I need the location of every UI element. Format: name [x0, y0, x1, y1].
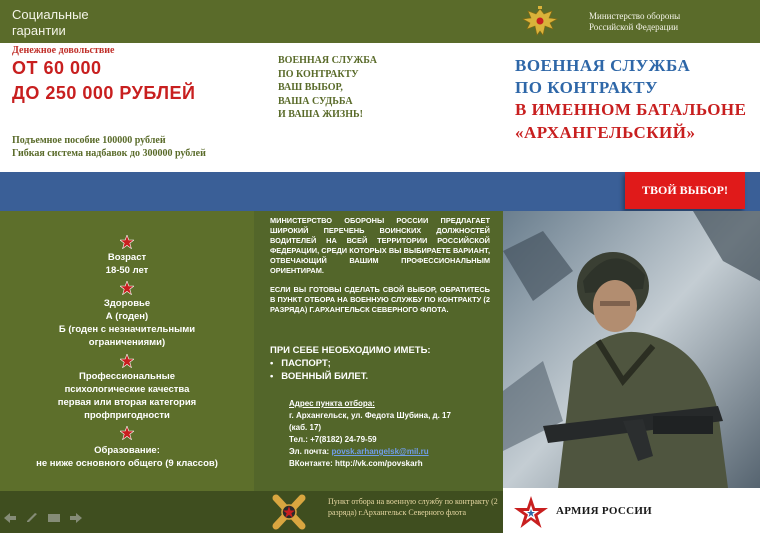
star-icon — [120, 426, 134, 440]
slogan-line: ПО КОНТРАКТУ — [278, 68, 359, 80]
slogan-line: ВОЕННАЯ СЛУЖБА — [278, 55, 377, 66]
slide-nav-controls — [4, 513, 82, 523]
main-title-line-2: ПО КОНТРАКТУ — [515, 78, 659, 97]
lifting-allowance: Подъемное пособие 100000 рублей — [12, 135, 166, 146]
requirement-title: Профессиональные — [78, 371, 176, 382]
ministry-title: Министерство обороны Российской Федерации — [589, 11, 681, 32]
documents-item-label: ПАСПОРТ; — [281, 358, 331, 369]
call-to-action-text: ЕСЛИ ВЫ ГОТОВЫ СДЕЛАТЬ СВОЙ ВЫБОР, ОБРАТИТЕСЬ В ПУНКТ ОТБОРА НА ВОЕННУЮ СЛУЖБУ ПО КОНТРАКТУ (2 РАЗРЯДА) Г.АРХАНГЕЛЬСК СЕВЕРНОГО ФЛОТА. — [270, 285, 490, 314]
your-choice-button[interactable]: ТВОЙ ВЫБОР! — [625, 172, 745, 209]
address-block — [289, 398, 451, 470]
documents-item-label: ВОЕННЫЙ БИЛЕТ. — [281, 371, 369, 382]
menu-icon[interactable] — [48, 513, 60, 523]
pen-icon[interactable] — [26, 513, 38, 523]
email-link[interactable]: povsk.arhangelsk@mil.ru — [331, 447, 429, 456]
requirement-age — [0, 251, 254, 277]
pay-range-from: ОТ 60 000 — [12, 58, 102, 78]
requirement-health — [0, 297, 254, 349]
star-icon — [120, 354, 134, 368]
address-line: г. Архангельск, ул. Федота Шубина, д. 17 — [289, 411, 451, 420]
requirement-psychology — [0, 370, 254, 422]
ministry-offer-text: МИНИСТЕРСТВО ОБОРОНЫ РОССИИ ПРЕДЛАГАЕТ ШИРОКИЙ ПЕРЕЧЕНЬ ВОИНСКИХ ДОЛЖНОСТЕЙ ВОДИТЕЛЕЙ НА ВСЕЙ ТЕРРИТОРИИ РОССИЙСКОЙ ФЕДЕРАЦИИ, СРЕДИ КОТОРЫХ ВЫ ВЫБИРАЕТЕ ВАРИАНТ, ОТВЕЧАЮЩИЙ ВАШИМ ПРОФЕССИОНАЛЬНЫМ ОРИЕНТИРАМ. — [270, 216, 490, 275]
address-email-row — [289, 446, 451, 458]
requirement-line: ограничениями) — [88, 337, 166, 348]
requirement-title: Образование: — [94, 445, 160, 456]
recruitment-point-caption: Пункт отбора на военную службу по контракту (2 разряда) г.Архангельск Северного флота — [328, 497, 498, 517]
main-title-line-3: В ИМЕННОМ БАТАЛЬОНЕ — [515, 100, 747, 119]
address-vk[interactable]: ВКонтакте: http://vk.com/povskarh — [289, 459, 423, 468]
email-label: Эл. почта: — [289, 447, 332, 456]
requirement-line: не ниже основного общего (9 классов) — [36, 458, 218, 469]
documents-heading: ПРИ СЕБЕ НЕОБХОДИМО ИМЕТЬ: — [270, 345, 431, 356]
requirement-line: А (годен) — [105, 311, 149, 322]
requirement-education — [0, 444, 254, 470]
requirement-line: Б (годен с незначительными — [58, 324, 196, 335]
requirement-line: первая или вторая категория — [57, 397, 197, 408]
address-phone: Тел.: +7(8182) 24-79-59 — [289, 435, 377, 444]
bonus-system: Гибкая система надбавок до 300000 рублей — [12, 148, 206, 159]
address-title: Адрес пункта отбора: — [289, 399, 375, 408]
slogan-line: ВАШ ВЫБОР, — [278, 82, 343, 93]
pay-range-to: ДО 250 000 РУБЛЕЙ — [12, 83, 196, 103]
army-russia-label: АРМИЯ РОССИИ — [556, 505, 653, 517]
requirement-line: психологические качества — [64, 384, 190, 395]
requirement-line: профпригодности — [84, 410, 170, 421]
recruitment-point-logo-icon — [270, 494, 308, 530]
requirement-line: 18-50 лет — [105, 265, 149, 276]
army-star-icon — [514, 496, 548, 528]
social-guarantees-heading: Социальные гарантии — [12, 7, 89, 38]
next-arrow-icon[interactable] — [70, 513, 82, 523]
soldier-photo — [503, 211, 760, 488]
double-eagle-emblem-icon — [517, 5, 563, 39]
requirement-title: Здоровье — [103, 298, 151, 309]
requirement-title: Возраст — [107, 252, 147, 263]
documents-item: • ВОЕННЫЙ БИЛЕТ. — [270, 371, 369, 382]
documents-item: • ПАСПОРТ; — [270, 358, 331, 369]
main-title-line-1: ВОЕННАЯ СЛУЖБА — [515, 56, 691, 75]
slogan-line: ВАША СУДЬБА — [278, 95, 353, 107]
address-room: (каб. 17) — [289, 423, 322, 432]
previous-arrow-icon[interactable] — [4, 513, 16, 523]
star-icon — [120, 281, 134, 295]
slogan — [278, 54, 428, 122]
pay-label: Денежное довольствие — [12, 45, 115, 56]
slogan-line: И ВАША ЖИЗНЬ! — [278, 109, 363, 120]
star-icon — [120, 235, 134, 249]
main-title-line-4: «АРХАНГЕЛЬСКИЙ» — [515, 123, 696, 142]
